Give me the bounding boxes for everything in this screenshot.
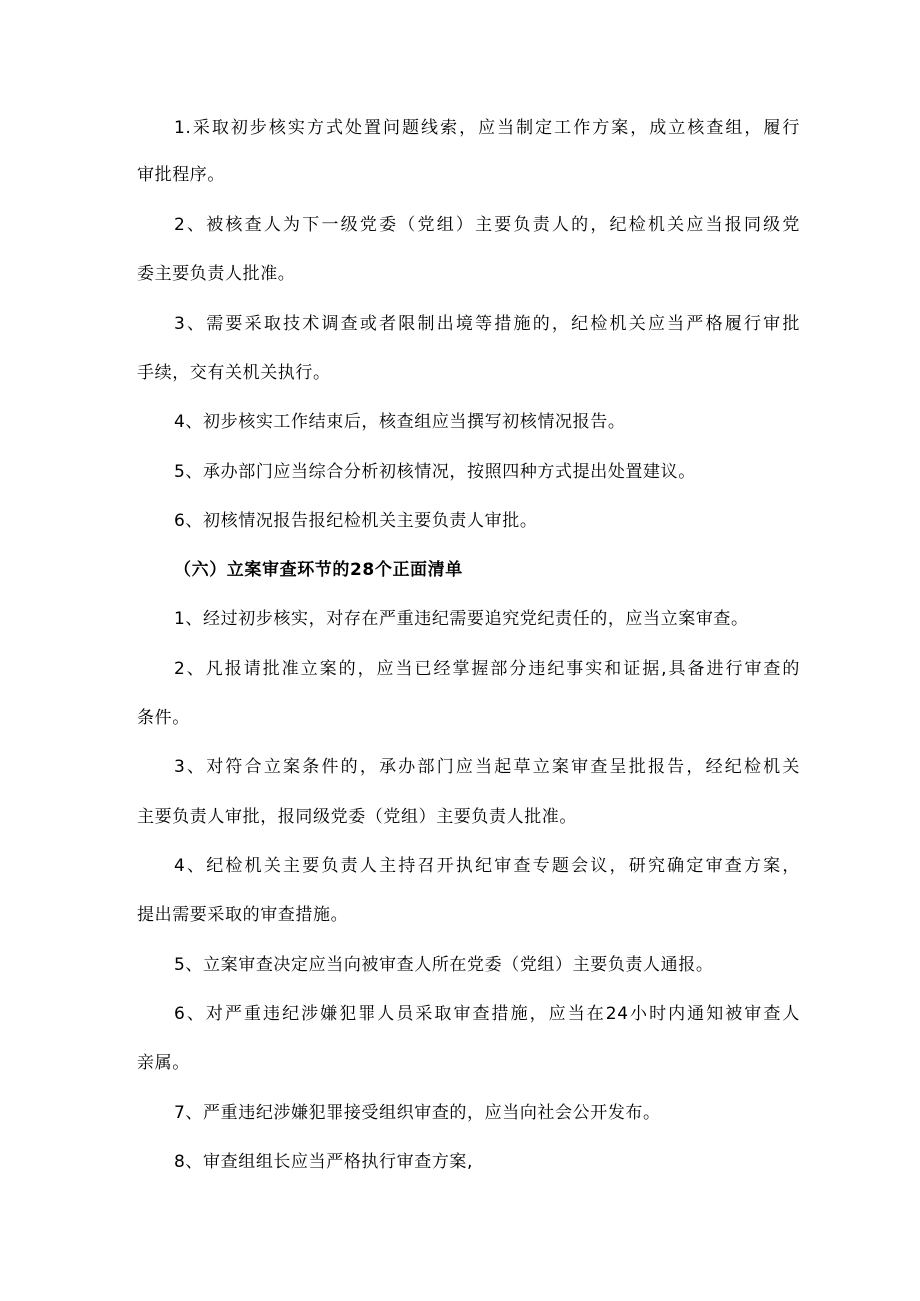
paragraph-line: 7、严重违纪涉嫌犯罪接受组织审查的，应当向社会公开发布。 [174, 1103, 661, 1123]
paragraph-line: 委主要负责人批准。 [137, 264, 296, 284]
paragraph-line: 4、纪检机关主要负责人主持召开执纪审查专题会议，研究确定审查方案， [174, 856, 800, 876]
paragraph-line: 5、承办部门应当综合分析初核情况，按照四种方式提出处置建议。 [174, 462, 696, 482]
paragraph-line: 主要负责人审批，报同级党委（党组）主要负责人批准。 [137, 807, 577, 827]
paragraph-line: 4、初步核实工作结束后，核查组应当撰写初核情况报告。 [174, 412, 626, 432]
paragraph-line: 1.采取初步核实方式处置问题线索，应当制定工作方案，成立核查组，履行 [174, 118, 800, 138]
paragraph-line: 1、经过初步核实，对存在严重违纪需要追究党纪责任的，应当立案审查。 [174, 609, 749, 629]
paragraph-line: 6、对严重违纪涉嫌犯罪人员采取审查措施，应当在24小时内通知被审查人 [174, 1004, 800, 1024]
paragraph-line: 审批程序。 [137, 165, 225, 185]
paragraph-line: 手续，交有关机关执行。 [137, 363, 331, 383]
paragraph-line: 2、凡报请批准立案的，应当已经掌握部分违纪事实和证据,具备进行审查的 [174, 659, 800, 679]
paragraph-line: 3、对符合立案条件的，承办部门应当起草立案审查呈批报告，经纪检机关 [174, 757, 800, 777]
paragraph-line: 亲属。 [137, 1053, 190, 1073]
paragraph-line: 条件。 [137, 708, 190, 728]
paragraph-line: 2、被核查人为下一级党委（党组）主要负责人的，纪检机关应当报同级党 [174, 215, 800, 235]
paragraph-line: 3、需要采取技术调查或者限制出境等措施的，纪检机关应当严格履行审批 [174, 314, 800, 334]
paragraph-line: 8、审查组组长应当严格执行审查方案, [174, 1152, 474, 1172]
paragraph-line: 提出需要采取的审查措施。 [137, 905, 349, 925]
paragraph-line: 6、初核情况报告报纪检机关主要负责人审批。 [174, 511, 538, 531]
section-heading: （六）立案审查环节的28个正面清单 [174, 560, 463, 580]
paragraph-line: 5、立案审查决定应当向被审查人所在党委（党组）主要负责人通报。 [174, 955, 714, 975]
